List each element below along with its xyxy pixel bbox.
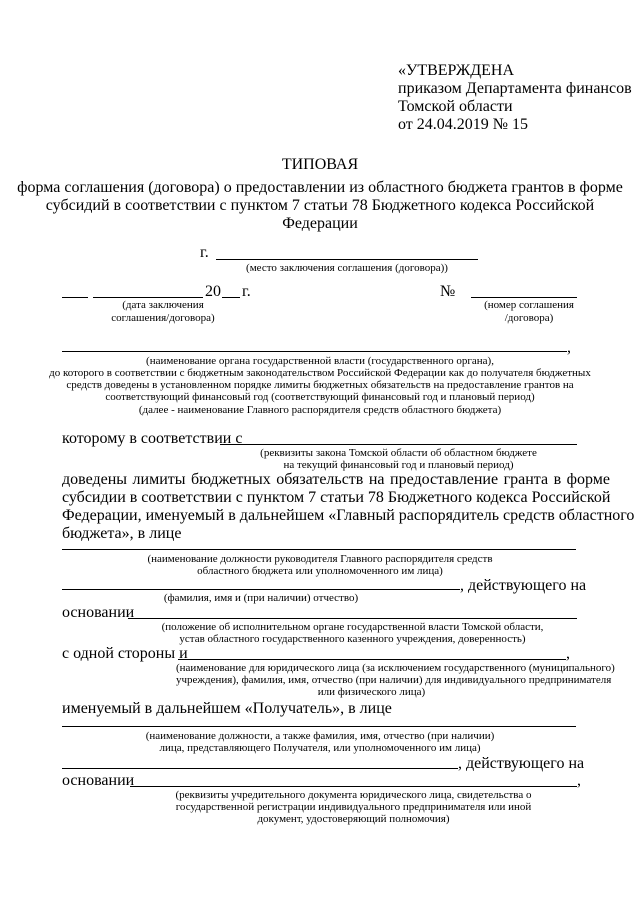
organ-name-field[interactable]	[62, 351, 567, 352]
head-position-caption-1: (наименование должности руководителя Главного распорядителя средств	[147, 553, 493, 565]
body-line-4: бюджета», в лице	[62, 525, 182, 542]
basis1-prefix: основании	[62, 604, 135, 621]
recipient-acting-suffix: , действующего на	[458, 755, 585, 772]
title-line-2: субсидий в соответствии с пунктом 7 статьи 78 Бюджетного кодекса Российской	[45, 197, 595, 214]
date-caption-1: (дата заключения	[122, 299, 204, 311]
place-field[interactable]	[216, 259, 478, 260]
number-caption-1: (номер соглашения	[484, 299, 574, 311]
head-name-caption: (фамилия, имя и (при наличии) отчество)	[163, 592, 359, 604]
date-month-field[interactable]	[93, 297, 203, 298]
side-suffix: ,	[566, 645, 570, 662]
approval-line-3: Томской области	[398, 98, 513, 115]
date-caption-2: соглашения/договора)	[111, 312, 215, 324]
date-year-field[interactable]	[222, 297, 240, 298]
page-title: ТИПОВАЯ	[281, 156, 359, 173]
head-name-field[interactable]	[62, 589, 460, 590]
recipient-name-line-field[interactable]	[62, 768, 458, 769]
head-acting-suffix: , действующего на	[460, 577, 587, 594]
organ-comma: ,	[567, 339, 571, 356]
law-caption-1: (реквизиты закона Томской области об областном бюджете	[260, 447, 537, 459]
approval-line-2: приказом Департамента финансов	[398, 80, 632, 97]
place-caption: (место заключения соглашения (договора))	[246, 262, 448, 274]
basis2-suffix: ,	[577, 772, 581, 789]
body-line-3: Федерации, именуемый в дальнейшем «Главный распорядитель средств областного	[62, 507, 635, 524]
date-year-suffix: г.	[242, 283, 251, 300]
organ-caption-1: (наименование органа государственной власти (государственного органа),	[146, 355, 494, 367]
recipient-caption-2: лица, представляющего Получателя, или уполномоченного им лица)	[159, 742, 481, 754]
basis1-caption-2: устав областного государственного казенного учреждения, доверенность)	[179, 633, 526, 645]
side-prefix: с одной стороны и	[62, 645, 188, 662]
side-caption-2: учреждения), фамилия, имя, отчество (при наличии) для индивидуального предпринимателя	[176, 674, 612, 686]
law-prefix: которому в соответствии с	[62, 430, 243, 447]
recipient-text: именуемый в дальнейшем «Получатель», в лице	[62, 700, 392, 717]
organ-caption-2: до которого в соответствии с бюджетным законодательством Российской Федерации как до получателя бюджетных	[49, 367, 591, 379]
title-line-1: форма соглашения (договора) о предоставлении из областного бюджета грантов в форме	[17, 179, 623, 196]
date-year-prefix: 20	[205, 283, 221, 300]
body-line-2: субсидии в соответствии с пунктом 7 статьи 78 Бюджетного кодекса Российской	[62, 489, 611, 506]
side-caption-3: или физического лица)	[317, 686, 426, 698]
law-details-field[interactable]	[220, 444, 577, 445]
recipient-caption-1: (наименование должности, а также фамилия, имя, отчество (при наличии)	[145, 730, 495, 742]
agreement-number-field[interactable]	[471, 297, 577, 298]
basis2-caption-3: документ, удостоверяющий полномочия)	[257, 813, 450, 825]
organ-caption-4: соответствующий финансовый год (соответствующий финансовый год и плановый период)	[105, 391, 535, 403]
approval-line-1: «УТВЕРЖДЕНА	[398, 62, 515, 79]
basis1-field[interactable]	[128, 618, 577, 619]
side-caption-1: (наименование для юридического лица (за исключением государственного (муниципального)	[176, 662, 615, 674]
organ-caption-5: (далее - наименование Главного распорядителя средств областного бюджета)	[138, 404, 502, 416]
title-line-3: Федерации	[282, 215, 358, 232]
date-day-field[interactable]	[62, 297, 88, 298]
basis1-caption-1: (положение об исполнительном органе государственной власти Томской области,	[161, 621, 544, 633]
body-line-1: доведены лимиты бюджетных обязательств на предоставление гранта в форме	[62, 471, 610, 488]
place-prefix: г.	[200, 244, 209, 261]
number-sign: №	[440, 283, 456, 300]
basis2-field[interactable]	[130, 786, 577, 787]
organ-caption-3: средств доведены в установленном порядке лимиты бюджетных обязательств на предоставление грантов на	[66, 379, 574, 391]
law-caption-2: на текущий финансовый год и плановый период)	[283, 459, 514, 471]
approval-line-4: от 24.04.2019 № 15	[398, 116, 529, 133]
recipient-representative-field[interactable]	[62, 726, 576, 727]
recipient-name-field[interactable]	[178, 659, 566, 660]
basis2-caption-2: государственной регистрации индивидуального предпринимателя или иной	[175, 801, 532, 813]
basis2-caption-1: (реквизиты учредительного документа юридического лица, свидетельства о	[175, 789, 532, 801]
head-position-caption-2: областного бюджета или уполномоченного им лица)	[197, 565, 443, 577]
number-caption-2: /договора)	[504, 312, 554, 324]
basis2-prefix: основании	[62, 772, 135, 789]
head-position-field[interactable]	[62, 549, 576, 550]
